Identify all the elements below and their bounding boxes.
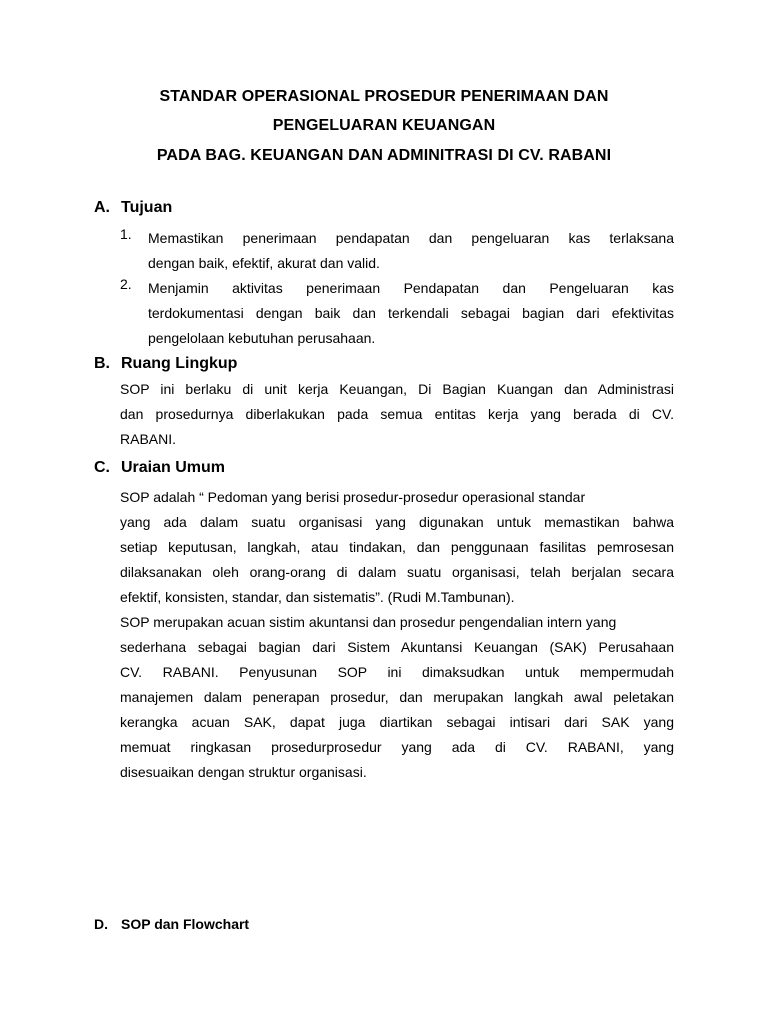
paragraph-line: dilaksanakan oleh orang-orang di dalam suatu organisasi, telah berjalan secara [120,564,674,580]
paragraph-line: SOP ini berlaku di unit kerja Keuangan, Di Bagian Kuangan dan Administrasi [120,381,674,397]
paragraph-line: manajemen dalam penerapan prosedur, dan merupakan langkah awal peletakan [120,689,674,705]
section-b-letter: B. [94,355,110,372]
section-c-title: Uraian Umum [121,459,226,476]
list-item-number: 1. [120,226,132,242]
section-a-letter: A. [94,199,110,216]
paragraph-line: memuat ringkasan prosedurprosedur yang ada di CV. RABANI, yang [120,739,674,755]
paragraph-line: RABANI. [120,431,177,447]
section-a-heading [94,199,172,217]
document-title-line-1: STANDAR OPERASIONAL PROSEDUR PENERIMAAN DAN [159,88,609,105]
section-c-letter: C. [94,459,110,476]
paragraph-line: SOP adalah “ Pedoman yang berisi prosedur-prosedur operasional standar [120,489,586,505]
section-b-paragraph [120,377,674,452]
list-item-line: terdokumentasi dengan baik dan terkendali sebagai bagian dari efektivitas [148,305,674,321]
paragraph-line: disesuaikan dengan struktur organisasi. [120,764,367,780]
paragraph-line: yang ada dalam suatu organisasi yang digunakan untuk memastikan bahwa [120,514,674,530]
list-item-number: 2. [120,276,132,292]
paragraph-line: CV. RABANI. Penyusunan SOP ini dimaksudkan untuk mempermudah [120,664,674,680]
section-d-letter: D. [94,916,108,932]
list-item-line: Menjamin aktivitas penerimaan Pendapatan dan Pengeluaran kas [148,280,674,296]
list-item-line: Memastikan penerimaan pendapatan dan pengeluaran kas terlaksana [148,230,674,246]
section-a-title: Tujuan [121,199,173,216]
list-item-line: dengan baik, efektif, akurat dan valid. [148,255,380,271]
paragraph-line: kerangka acuan SAK, dapat juga diartikan sebagai intisari dari SAK yang [120,714,674,730]
paragraph-line: dan prosedurnya diberlakukan pada semua entitas kerja yang berada di CV. [120,406,674,422]
section-c-heading [94,459,225,477]
list-item [120,226,674,276]
document-title-line-2: PENGELUARAN KEUANGAN [272,117,496,134]
list-item-line: pengelolaan kebutuhan perusahaan. [148,330,376,346]
section-d-heading [94,916,249,932]
paragraph-line: setiap keputusan, langkah, atau tindakan, dan penggunaan fasilitas pemrosesan [120,539,674,555]
paragraph-line: SOP merupakan acuan sistim akuntansi dan prosedur pengendalian intern yang [120,614,617,630]
section-b-title: Ruang Lingkup [121,355,238,372]
paragraph-line: sederhana sebagai bagian dari Sistem Akuntansi Keuangan (SAK) Perusahaan [120,639,674,655]
document-title-line-3: PADA BAG. KEUANGAN DAN ADMINITRASI DI CV. RABANI [156,147,612,164]
section-b-heading [94,355,237,373]
list-item [120,276,674,351]
section-c-paragraph [120,485,674,785]
paragraph-line: efektif, konsisten, standar, dan sistematis”. (Rudi M.Tambunan). [120,589,515,605]
section-d-title: SOP dan Flowchart [121,916,250,932]
